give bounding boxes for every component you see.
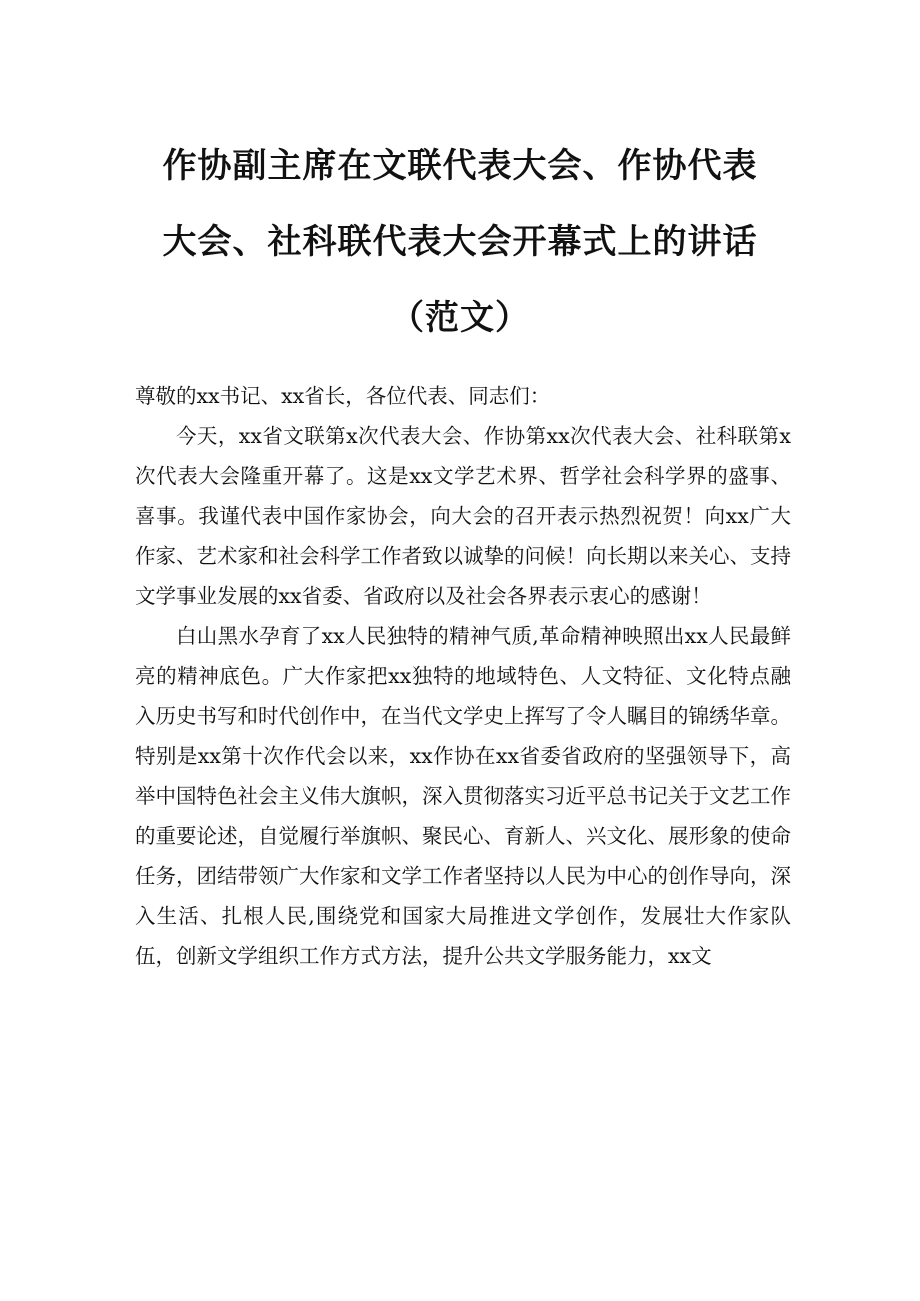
salutation: 尊敬的xx书记、xx省长，各位代表、同志们： [135,384,551,408]
paragraph-opening: 今天，xx省文联第x次代表大会、作协第xx次代表大会、社科联第x次代表大会隆重开幕了。这是xx文学艺术界、哲学社会科学界的盛事、喜事。我谨代表中国作家协会，向大会的召开表示热烈祝贺！向xx广大作家、艺术家和社会科学工作者致以诚挚的问候！向长期以来关心、支持文学事业发展的xx省委、省政府以及社会各界表示衷心的感谢！ [135,424,791,608]
document-title: 作协副主席在文联代表大会、作协代表大会、社科联代表大会开幕式上的讲话（范文） [162,146,758,338]
document-body [135,376,791,976]
paragraph-achievements: 白山黑水孕育了xx人民独特的精神气质,革命精神映照出xx人民最鲜亮的精神底色。广大作家把xx独特的地域特色、人文特征、文化特点融入历史书写和时代创作中，在当代文学史上挥写了令人瞩目的锦绣华章。特别是xx第十次作代会以来，xx作协在xx省委省政府的坚强领导下，高举中国特色社会主义伟大旗帜，深入贯彻落实习近平总书记关于文艺工作的重要论述，自觉履行举旗帜、聚民心、育新人、兴文化、展形象的使命任务，团结带领广大作家和文学工作者坚持以人民为中心的创作导向，深入生活、扎根人民,围绕党和国家大局推进文学创作，发展壮大作家队伍，创新文学组织工作方式方法，提升公共文学服务能力，xx文 [135,624,791,968]
